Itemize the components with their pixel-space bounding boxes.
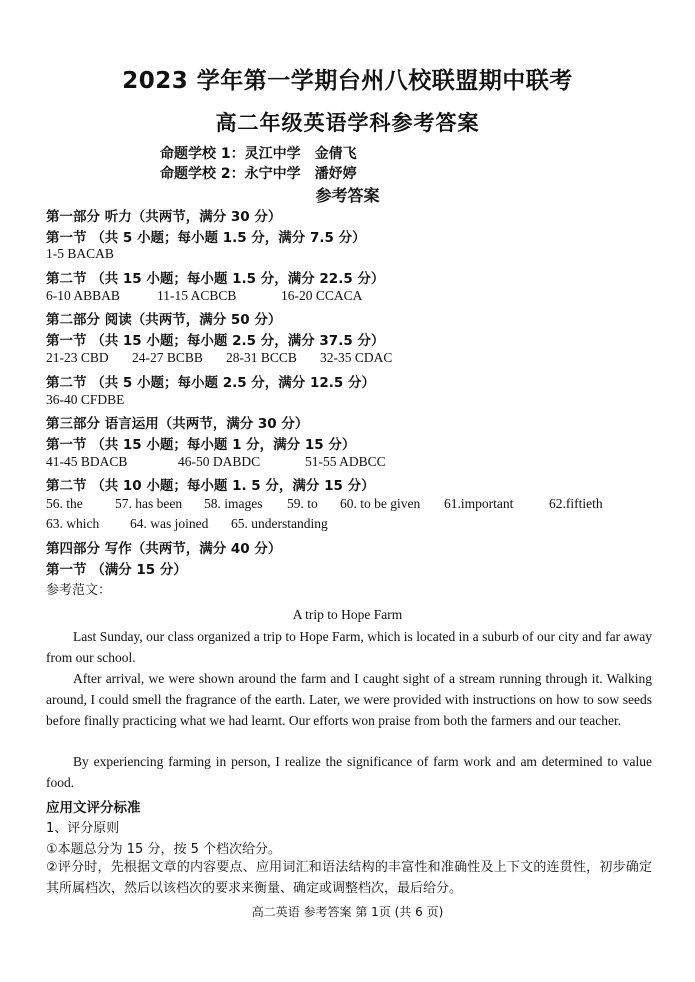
answer-item: 58. images xyxy=(204,496,263,511)
answer-group: 1-5 BACAB xyxy=(46,246,114,261)
essay-paragraph: Last Sunday, our class organized a trip to Hope Farm, which is located in a suburb of our city and far away from our school. xyxy=(46,629,652,665)
answer-item: 62.fiftieth xyxy=(549,496,603,511)
part3-heading: 第三部分 语言运用（共两节，满分 30 分） xyxy=(46,416,309,432)
part4-section1-heading: 第一节 （满分 15 分） xyxy=(46,562,187,578)
criteria-item: 1、评分原则 xyxy=(46,821,120,836)
answer-item: 65. understanding xyxy=(231,516,328,531)
part2-section2-heading: 第二节 （共 5 小题；每小题 2.5 分，满分 12.5 分） xyxy=(46,375,376,391)
essay-paragraph: After arrival, we were shown around the farm and I caught sight of a stream running through it. Walking around, I could smell the fragrance of the earth. Later, we were provided with instructions on how to sow seeds before finally practicing what we had learnt. Our efforts won praise from both the farmers and our teacher. xyxy=(46,671,652,728)
criteria-heading: 应用文评分标准 xyxy=(46,800,141,816)
criteria-point: ①本题总分为 15 分，按 5 个档次给分。 xyxy=(46,842,281,857)
criteria-point: ②评分时，先根据文章的内容要点、应用词汇和语法结构的丰富性和准确性及上下文的连贯性，初步确定其所属档次，然后以该档次的要求来衡量、确定或调整档次，最后给分。 xyxy=(46,860,652,896)
answer-group: 51-55 ADBCC xyxy=(305,454,386,469)
answers-heading: 参考答案 xyxy=(315,186,380,205)
author-school-2: 命题学校 2：永宁中学 潘妤婷 xyxy=(160,166,357,182)
part1-section1-heading: 第一节 （共 5 小题；每小题 1.5 分，满分 7.5 分） xyxy=(46,230,366,246)
answer-group: 24-27 BCBB xyxy=(132,350,203,365)
answer-group: 21-23 CBD xyxy=(46,350,109,365)
answer-group: 46-50 DABDC xyxy=(178,454,261,469)
author-school-1: 命题学校 1：灵江中学 金倩飞 xyxy=(160,146,357,162)
sample-essay-label: 参考范文： xyxy=(46,583,112,598)
answer-item: 60. to be given xyxy=(340,496,421,511)
answer-item: 59. to xyxy=(287,496,318,511)
part2-section1-heading: 第一节 （共 15 小题；每小题 2.5 分，满分 37.5 分） xyxy=(46,333,385,349)
answer-group: 41-45 BDACB xyxy=(46,454,128,469)
part1-heading: 第一部分 听力（共两节，满分 30 分） xyxy=(46,209,282,225)
answer-group: 32-35 CDAC xyxy=(320,350,393,365)
answer-item: 56. the xyxy=(46,496,83,511)
answer-item: 61.important xyxy=(444,496,514,511)
part2-heading: 第二部分 阅读（共两节，满分 50 分） xyxy=(46,312,282,328)
exam-title: 2023 学年第一学期台州八校联盟期中联考 xyxy=(122,68,573,94)
page-footer: 高二英语 参考答案 第 1页 (共 6 页) xyxy=(251,905,444,919)
part3-section1-heading: 第一节 （共 15 小题；每小题 1 分，满分 15 分） xyxy=(46,437,356,453)
answer-item: 57. has been xyxy=(115,496,183,511)
answer-item: 64. was joined xyxy=(130,516,209,531)
answer-group: 16-20 CCACA xyxy=(281,288,363,303)
answer-group: 36-40 CFDBE xyxy=(46,392,125,407)
essay-title: A trip to Hope Farm xyxy=(292,607,403,622)
answer-item: 63. which xyxy=(46,516,100,531)
answer-group: 6-10 ABBAB xyxy=(46,288,120,303)
essay-paragraph: By experiencing farming in person, I realize the significance of farm work and am determined to value food. xyxy=(46,754,652,790)
answer-group: 28-31 BCCB xyxy=(226,350,297,365)
part3-section2-heading: 第二节 （共 10 小题；每小题 1. 5 分，满分 15 分） xyxy=(46,478,375,494)
exam-subtitle: 高二年级英语学科参考答案 xyxy=(215,111,480,135)
part1-section2-heading: 第二节 （共 15 小题；每小题 1.5 分，满分 22.5 分） xyxy=(46,271,385,287)
part4-heading: 第四部分 写作（共两节，满分 40 分） xyxy=(46,541,282,557)
answer-group: 11-15 ACBCB xyxy=(157,288,237,303)
